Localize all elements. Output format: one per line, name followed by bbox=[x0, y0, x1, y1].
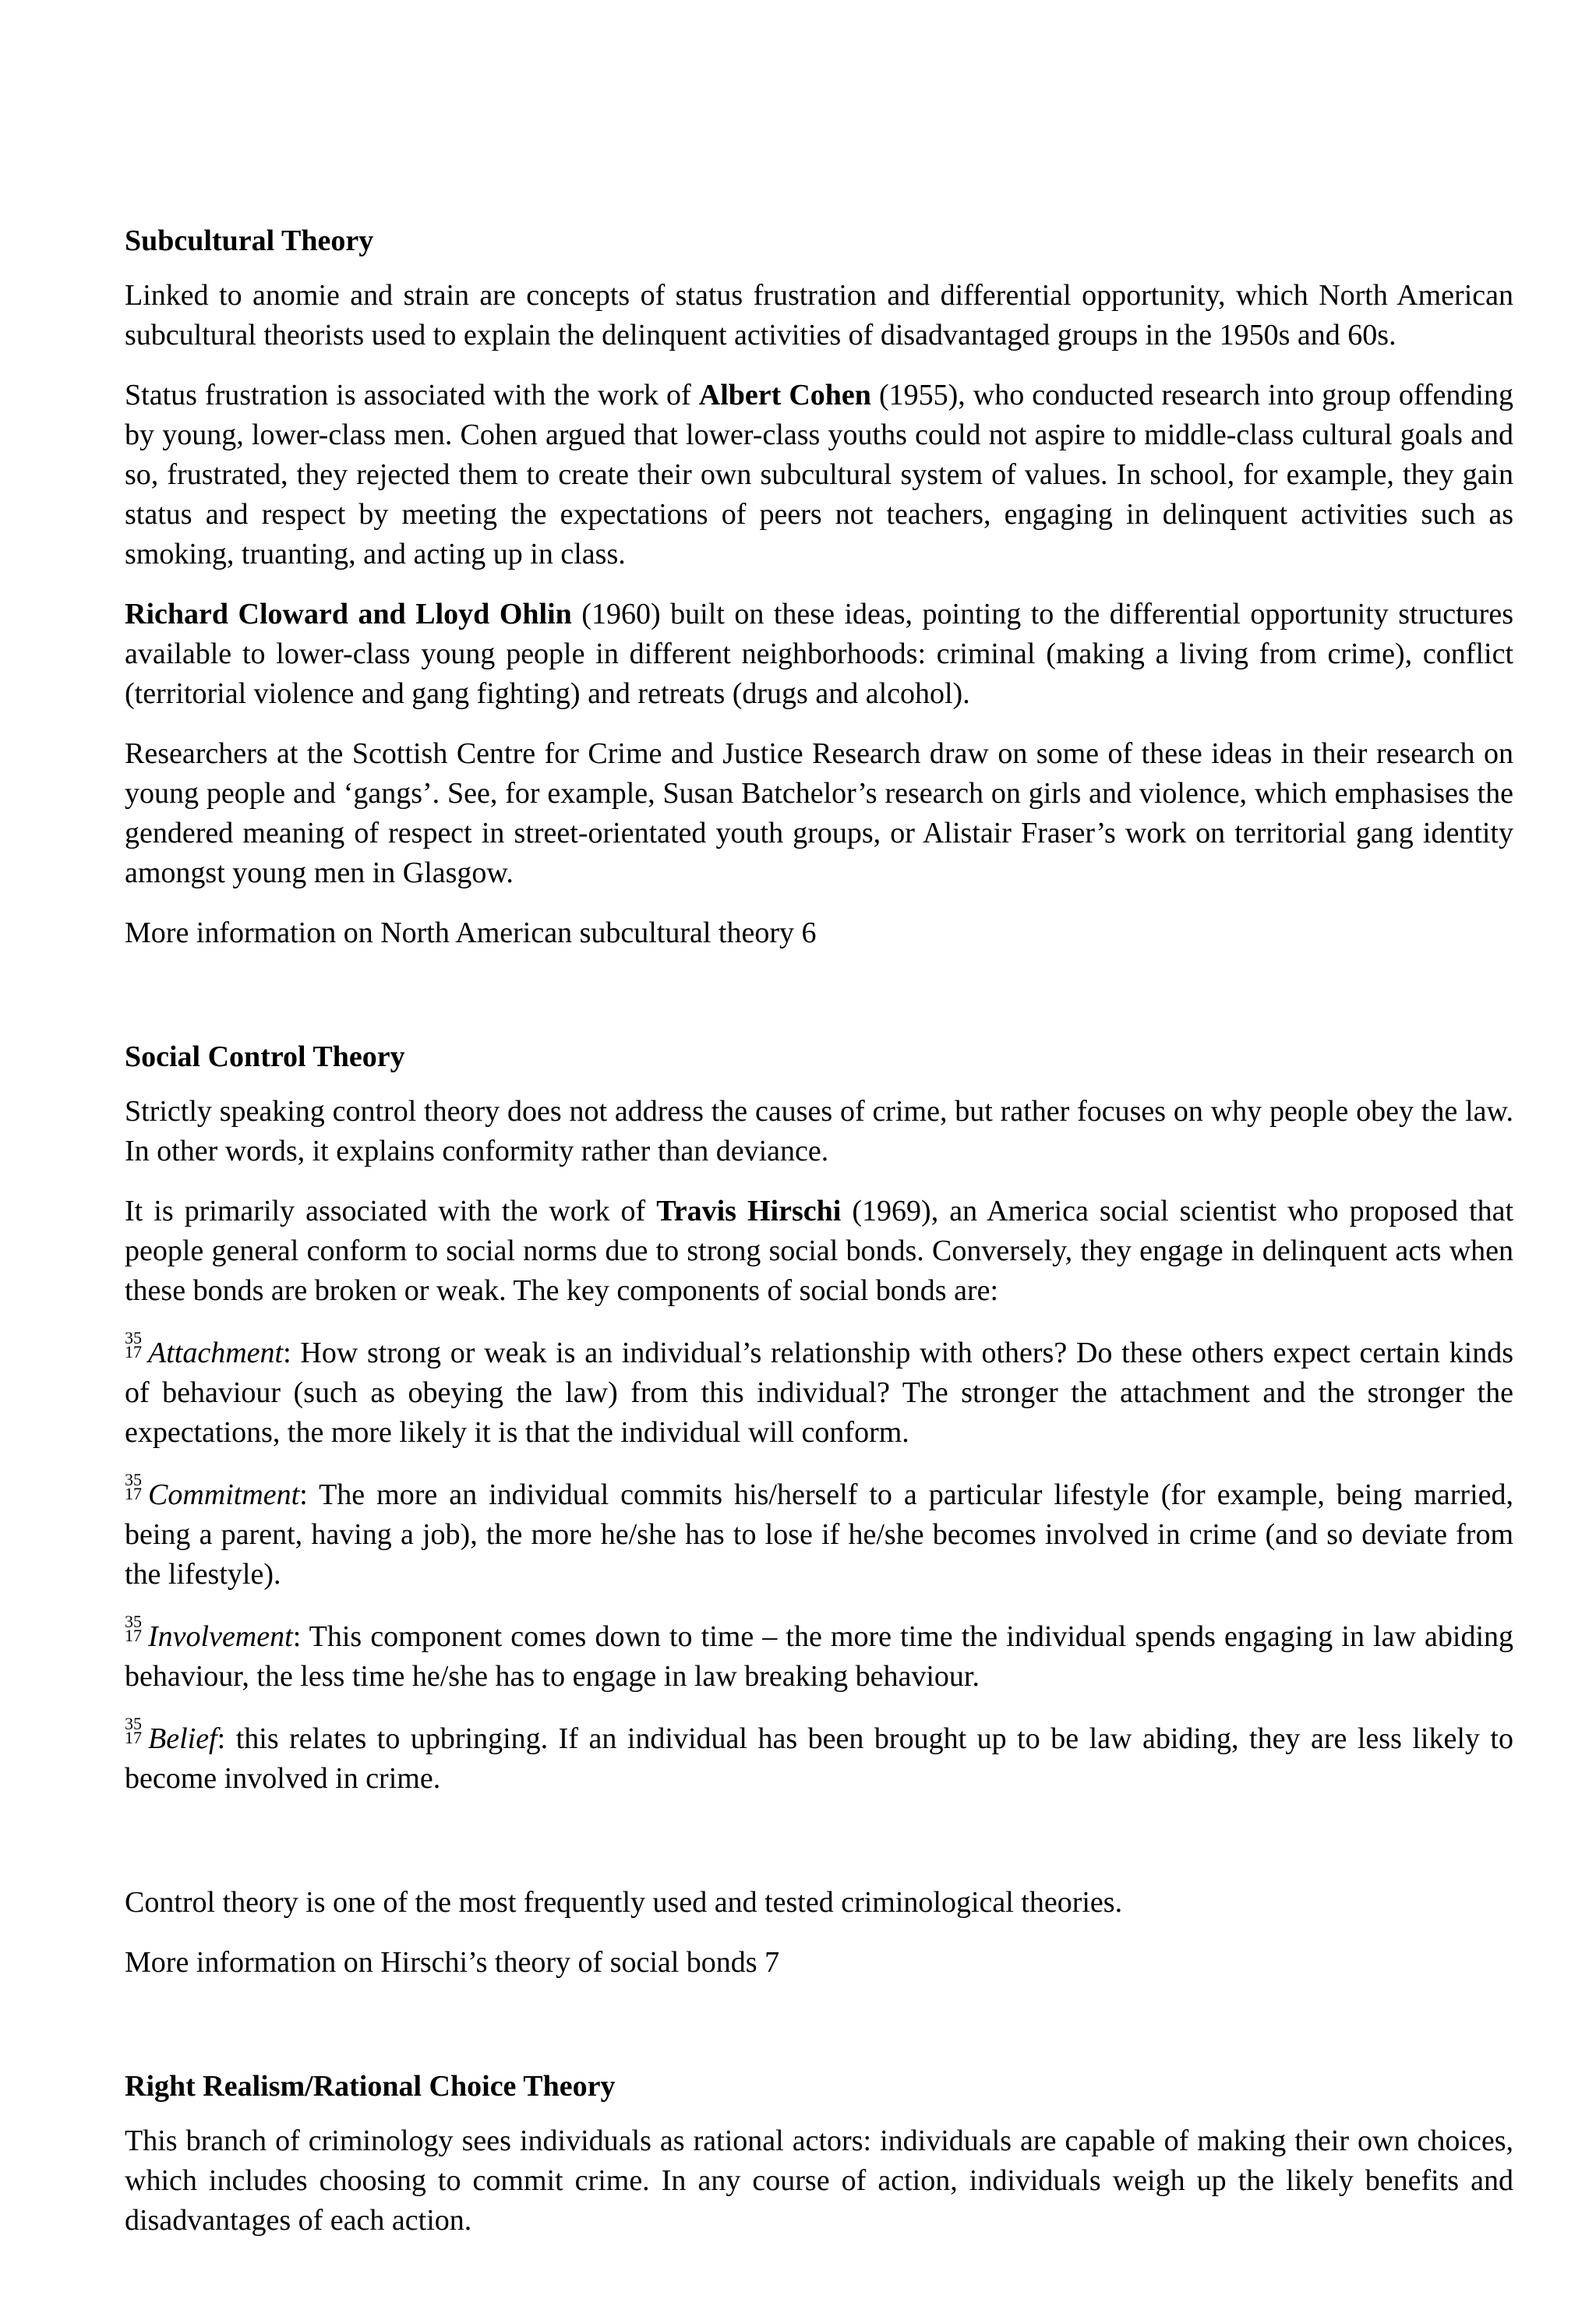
spacer bbox=[125, 973, 1513, 1037]
bullet-text: : How strong or weak is an individual’s relationship with others? Do these others expect certain kinds of behaviour (such as obeying the law) from this individual? The stronger the attachment and the stronger the expectations, the more likely it is that the individual will conform. bbox=[125, 1337, 1513, 1449]
paragraph-text: (1955), who conducted research into group offending by young, lower-class men. Cohen argued that lower-class youths could not aspire to middle-class cultural goals and so, frustrated, they rejected them to create their own subcultural system of values. In school, for example, they gain status and respect by meeting the expectations of peers not teachers, engaging in delinquent activities such as smoking, truanting, and acting up in class. bbox=[125, 379, 1513, 570]
more-information-link[interactable]: More information on North American subcultural theory 6 bbox=[125, 917, 817, 949]
bullet-text: : this relates to upbringing. If an individual has been brought up to be law abiding, they are less likely to become involved in crime. bbox=[125, 1722, 1513, 1795]
section-subcultural-theory bbox=[125, 221, 1513, 953]
bullet-glyph-icon: 35 17 bbox=[125, 1612, 142, 1645]
bullet-term: Commitment bbox=[148, 1478, 300, 1511]
bullet-glyph-icon: 35 17 bbox=[125, 1714, 142, 1747]
author-name: Richard Cloward and Lloyd Ohlin bbox=[125, 598, 572, 630]
paragraph-text: (1960) built on these ideas, pointing to the differential opportunity structures available to lower-class young people in different neighborhoods: criminal (making a living from crime), conflict (territorial violence and gang fighting) and retreats (drugs and alcohol). bbox=[125, 598, 1513, 710]
paragraph: Linked to anomie and strain are concepts of status frustration and differential opportunity, which North American subcultural theorists used to explain the delinquent activities of disadvantaged groups in the 1950s and 60s. bbox=[125, 279, 1513, 351]
bullet-term: Belief bbox=[148, 1722, 217, 1755]
author-name: Travis Hirschi bbox=[656, 1195, 842, 1227]
paragraph-text: (1969), an America social scientist who proposed that people general conform to social norms due to strong social bonds. Conversely, they engage in delinquent acts when these bonds are broken or weak. The key components of social bonds are: bbox=[125, 1195, 1513, 1307]
paragraph bbox=[125, 595, 1513, 714]
section-social-control-theory bbox=[125, 1037, 1513, 1983]
bullet-item bbox=[125, 1612, 1513, 1697]
document-page bbox=[125, 221, 1513, 2261]
bullet-term: Attachment bbox=[148, 1337, 284, 1369]
bullet-text: : The more an individual commits his/herself to a particular lifestyle (for example, being married, being a parent, having a job), the more he/she has to lose if he/she becomes involved in crime (and so deviate from the lifestyle). bbox=[125, 1478, 1513, 1591]
bullet-term: Involvement bbox=[148, 1620, 293, 1653]
section-heading: Right Realism/Rational Choice Theory bbox=[125, 2070, 616, 2103]
paragraph-text: It is primarily associated with the work of bbox=[125, 1195, 657, 1227]
bullet-item bbox=[125, 1470, 1513, 1595]
section-heading: Subcultural Theory bbox=[125, 224, 374, 257]
bullet-glyph-icon: 35 17 bbox=[125, 1328, 142, 1362]
paragraph: Strictly speaking control theory does not address the causes of crime, but rather focuses on why people obey the law. In other words, it explains conformity rather than deviance. bbox=[125, 1095, 1513, 1167]
section-right-realism bbox=[125, 2067, 1513, 2241]
bullet-item bbox=[125, 1714, 1513, 1799]
paragraph bbox=[125, 376, 1513, 574]
paragraph: This branch of criminology sees individuals as rational actors: individuals are capable of making their own choices, which includes choosing to commit crime. In any course of action, individuals weigh up the likely benefits and disadvantages of each action. bbox=[125, 2124, 1513, 2237]
bullet-item bbox=[125, 1328, 1513, 1453]
paragraph-text: Status frustration is associated with the work of bbox=[125, 379, 699, 411]
paragraph: Researchers at the Scottish Centre for Crime and Justice Research draw on some of these ideas in their research on young people and ‘gangs’. See, for example, Susan Batchelor’s research on girls and violence, which emphasises the gendered meaning of respect in street-orientated youth groups, or Alistair Fraser’s work on territorial gang identity amongst young men in Glasgow. bbox=[125, 737, 1513, 889]
section-heading: Social Control Theory bbox=[125, 1040, 405, 1073]
spacer bbox=[125, 1819, 1513, 1883]
paragraph bbox=[125, 1192, 1513, 1311]
bullet-text: : This component comes down to time – the more time the individual spends engaging in law abiding behaviour, the less time he/she has to engage in law breaking behaviour. bbox=[125, 1620, 1513, 1693]
paragraph: Control theory is one of the most frequently used and tested criminological theories. bbox=[125, 1886, 1123, 1919]
spacer bbox=[125, 2003, 1513, 2067]
bullet-glyph-icon: 35 17 bbox=[125, 1470, 142, 1503]
author-name: Albert Cohen bbox=[698, 379, 871, 411]
more-information-link[interactable]: More information on Hirschi’s theory of social bonds 7 bbox=[125, 1946, 780, 1979]
